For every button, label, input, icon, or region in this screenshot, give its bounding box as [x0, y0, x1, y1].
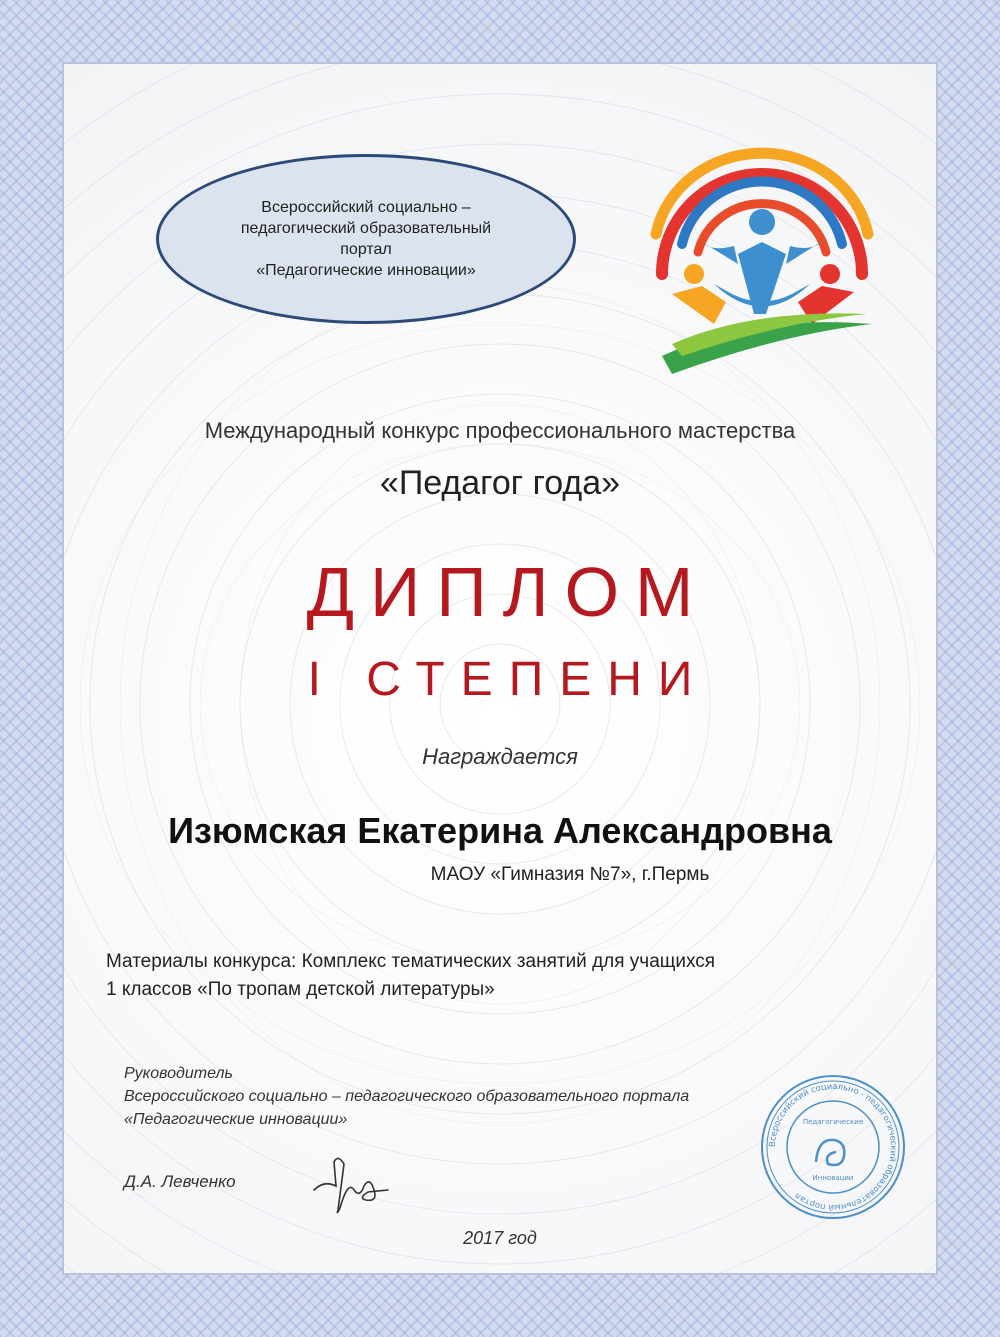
signer-name: Д.А. Левченко [124, 1172, 236, 1191]
director-org: Всероссийского социально – педагогического образовательного портала [124, 1088, 690, 1105]
contest-materials [106, 948, 886, 1004]
signature [304, 1150, 394, 1220]
awarded-label: Награждается [422, 744, 578, 769]
certificate-sheet [64, 64, 936, 1273]
director-portal: «Педагогические инновации» [124, 1111, 348, 1128]
portal-line-1: Всероссийский социально – [261, 199, 471, 216]
contest-title: Международный конкурс профессионального мастерства [204, 418, 796, 443]
recipient-name: Изюмская Екатерина Александровна [168, 810, 832, 851]
portal-line-4: «Педагогические инновации» [256, 262, 476, 279]
materials-line-1: Материалы конкурса: Комплекс тематических занятий для учащихся [106, 951, 716, 972]
portal-line-2: педагогический образовательный [240, 220, 492, 237]
director-block [124, 1062, 824, 1131]
stamp-seal [758, 1072, 908, 1222]
materials-line-2: 1 классов «По тропам детской литературы» [106, 979, 495, 1000]
certificate-year: 2017 год [463, 1228, 537, 1248]
recipient-school: МАОУ «Гимназия №7», г.Пермь [430, 864, 710, 885]
seal-ring-text: Всероссийский социально - педагогический образовательный портал [766, 1080, 900, 1214]
portal-line-3: портал [340, 241, 392, 258]
diploma-degree: I СТЕПЕНИ [307, 653, 709, 706]
director-role: Руководитель [124, 1065, 233, 1082]
contest-name: «Педагог года» [379, 464, 621, 502]
portal-oval [156, 154, 576, 324]
seal-center-text: Педагогические [802, 1118, 864, 1126]
diploma-title: ДИПЛОМ [306, 553, 710, 631]
seal-bottom-text: Инновации [812, 1174, 854, 1182]
portal-logo [642, 124, 882, 374]
